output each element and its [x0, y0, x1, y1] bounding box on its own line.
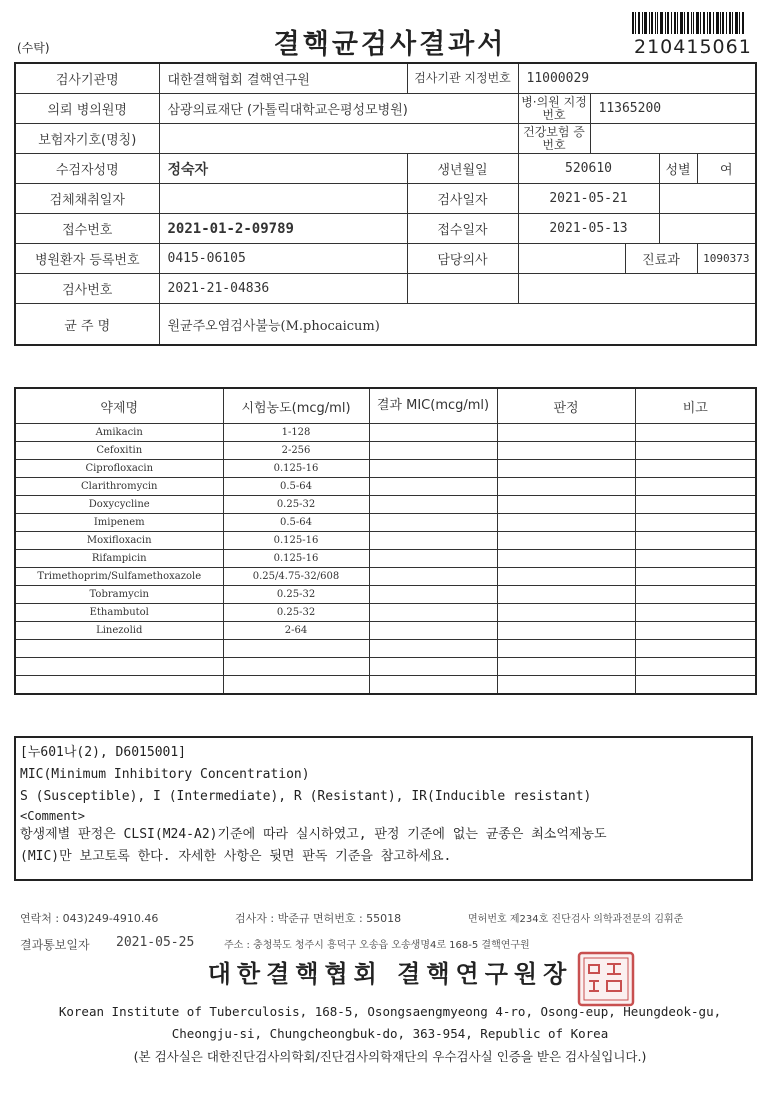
patient-name: 정숙자 — [159, 154, 407, 184]
drug-range: 2-64 — [223, 622, 369, 640]
address: 주소 : 충청북도 청주시 흥덕구 오송읍 오송생명4로 168-5 결핵연구원 — [224, 940, 530, 951]
english-address-line-2: Cheongju-si, Chungcheongbuk-do, 363-954, Republic of Korea — [171, 1026, 609, 1041]
drug-range: 0.25/4.75-32/608 — [223, 568, 369, 586]
birth-date: 520610 — [518, 154, 659, 184]
collect-date — [159, 184, 407, 214]
empty-cell — [659, 184, 756, 214]
sex-label: 성별 — [659, 154, 697, 184]
drug-name: Linezolid — [15, 622, 223, 640]
strain-name: 원균주오염검사불능(M.phocaicum) — [159, 304, 756, 346]
lab-name-label: 검사기관명 — [15, 63, 159, 94]
hospital-patient-no-label: 병원환자 등록번호 — [15, 244, 159, 274]
barcode-number: 210415061 — [634, 36, 752, 58]
drug-name: Amikacin — [15, 424, 223, 442]
official-seal-icon — [577, 951, 635, 1007]
table-row — [15, 532, 756, 550]
test-date: 2021-05-21 — [518, 184, 659, 214]
document-title: 결핵균검사결과서 — [273, 29, 507, 60]
hospital-name: 삼광의료재단 (가톨릭대학교은평성모병원) — [159, 94, 518, 124]
hospital-label: 의뢰 병의원명 — [15, 94, 159, 124]
drug-name: Ethambutol — [15, 604, 223, 622]
drug-name: Cefoxitin — [15, 442, 223, 460]
lab-name: 대한결핵협회 결핵연구원 — [159, 63, 407, 94]
sex-value: 여 — [697, 154, 756, 184]
hospital-patient-number: 0415-06105 — [159, 244, 407, 274]
table-header-row — [15, 388, 756, 424]
drug-range: 2-256 — [223, 442, 369, 460]
drug-range: 0.25-32 — [223, 496, 369, 514]
mic-definition: MIC(Minimum Inhibitory Concentration) — [20, 767, 310, 782]
table-row — [15, 442, 756, 460]
hospital-code-label: 병·의원 지정번호 — [518, 94, 590, 124]
drug-range: 0.5-64 — [223, 514, 369, 532]
receipt-no-label: 접수번호 — [15, 214, 159, 244]
drug-name: Imipenem — [15, 514, 223, 532]
drug-name: Clarithromycin — [15, 478, 223, 496]
english-address-line-1: Korean Institute of Tuberculosis, 168-5, Osongsaengmyeong 4-ro, Osong-eup, Heungdeok-gu, — [58, 1004, 722, 1019]
table-row-empty — [15, 676, 756, 695]
comment-line-1: 항생제별 판정은 CLSI(M24-A2)기준에 따라 실시하였고, 판정 기준에 없는 균종은 최소억제농도 — [20, 827, 607, 842]
report-date-label: 결과통보일자 — [20, 938, 90, 952]
drug-range: 0.125-16 — [223, 460, 369, 478]
header-remarks: 비고 — [635, 388, 756, 424]
header-mic-result: 결과 MIC(mcg/ml) — [369, 388, 497, 424]
test-number: 2021-21-04836 — [159, 274, 407, 304]
lab-code: 11000029 — [518, 63, 756, 94]
table-row — [15, 604, 756, 622]
receipt-date: 2021-05-13 — [518, 214, 659, 244]
notes-box — [14, 736, 753, 881]
drug-range: 0.25-32 — [223, 604, 369, 622]
empty-cell — [659, 214, 756, 244]
health-insurance-label: 건강보험 증번호 — [518, 124, 590, 154]
table-row — [15, 622, 756, 640]
health-insurance-number — [590, 124, 756, 154]
header-drug-name: 약제명 — [15, 388, 223, 424]
comment-label: <Comment> — [20, 809, 86, 823]
contact-info: 연락처 : 043)249-4910.46 — [20, 912, 159, 925]
collect-date-label: 검체채취일자 — [15, 184, 159, 214]
table-row-empty — [15, 658, 756, 676]
table-row — [15, 460, 756, 478]
certification-note: (본 검사실은 대한진단검사의학회/진단검사의학재단의 우수검사실 인증을 받은 검사실입니다.) — [133, 1049, 647, 1064]
table-row — [15, 496, 756, 514]
code-line: [누601나(2), D6015001] — [20, 745, 186, 760]
drug-name: Tobramycin — [15, 586, 223, 604]
table-row-empty — [15, 640, 756, 658]
sir-definition: S (Susceptible), I (Intermediate), R (Resistant), IR(Inducible resistant) — [20, 789, 592, 804]
report-date: 2021-05-25 — [116, 935, 195, 950]
drug-range: 0.25-32 — [223, 586, 369, 604]
drug-range: 0.5-64 — [223, 478, 369, 496]
table-row — [15, 478, 756, 496]
empty-cell — [518, 274, 756, 304]
receipt-label: (수탁) — [17, 41, 50, 55]
empty-cell — [407, 274, 518, 304]
barcode — [632, 12, 744, 34]
test-no-label: 검사번호 — [15, 274, 159, 304]
receipt-number: 2021-01-2-09789 — [159, 214, 407, 244]
table-row — [15, 514, 756, 532]
drug-name: Ciprofloxacin — [15, 460, 223, 478]
birth-label: 생년월일 — [407, 154, 518, 184]
drug-susceptibility-table — [14, 387, 757, 695]
insurer-value — [159, 124, 518, 154]
patient-label: 수검자성명 — [15, 154, 159, 184]
table-row — [15, 424, 756, 442]
drug-name: Trimethoprim/Sulfamethoxazole — [15, 568, 223, 586]
lab-code-label: 검사기관 지정번호 — [407, 63, 518, 94]
table-row — [15, 568, 756, 586]
drug-name: Moxifloxacin — [15, 532, 223, 550]
header-test-concentration: 시험농도(mcg/ml) — [223, 388, 369, 424]
department-code: 1090373 — [697, 244, 756, 274]
drug-name: Rifampicin — [15, 550, 223, 568]
doctor-value — [518, 244, 625, 274]
hospital-code: 11365200 — [590, 94, 756, 124]
department-label: 진료과 — [625, 244, 697, 274]
drug-range: 0.125-16 — [223, 532, 369, 550]
table-row — [15, 550, 756, 568]
strain-label: 균 주 명 — [15, 304, 159, 346]
drug-range: 1-128 — [223, 424, 369, 442]
specialist-info: 면허번호 제234호 진단검사 의학과전문의 김휘준 — [468, 914, 684, 925]
receipt-date-label: 접수일자 — [407, 214, 518, 244]
header-interpretation: 판정 — [497, 388, 635, 424]
insurer-label: 보험자기호(명칭) — [15, 124, 159, 154]
organization-name: 대한결핵협회 결핵연구원장 — [207, 960, 573, 988]
doctor-label: 담당의사 — [407, 244, 518, 274]
test-date-label: 검사일자 — [407, 184, 518, 214]
table-row — [15, 586, 756, 604]
comment-line-2: (MIC)만 보고토록 한다. 자세한 사항은 뒷면 판독 기준을 참고하세요. — [20, 849, 452, 864]
tester-info: 검사자 : 박준규 면허번호 : 55018 — [235, 912, 402, 925]
drug-name: Doxycycline — [15, 496, 223, 514]
drug-range: 0.125-16 — [223, 550, 369, 568]
patient-info-table — [14, 62, 757, 346]
